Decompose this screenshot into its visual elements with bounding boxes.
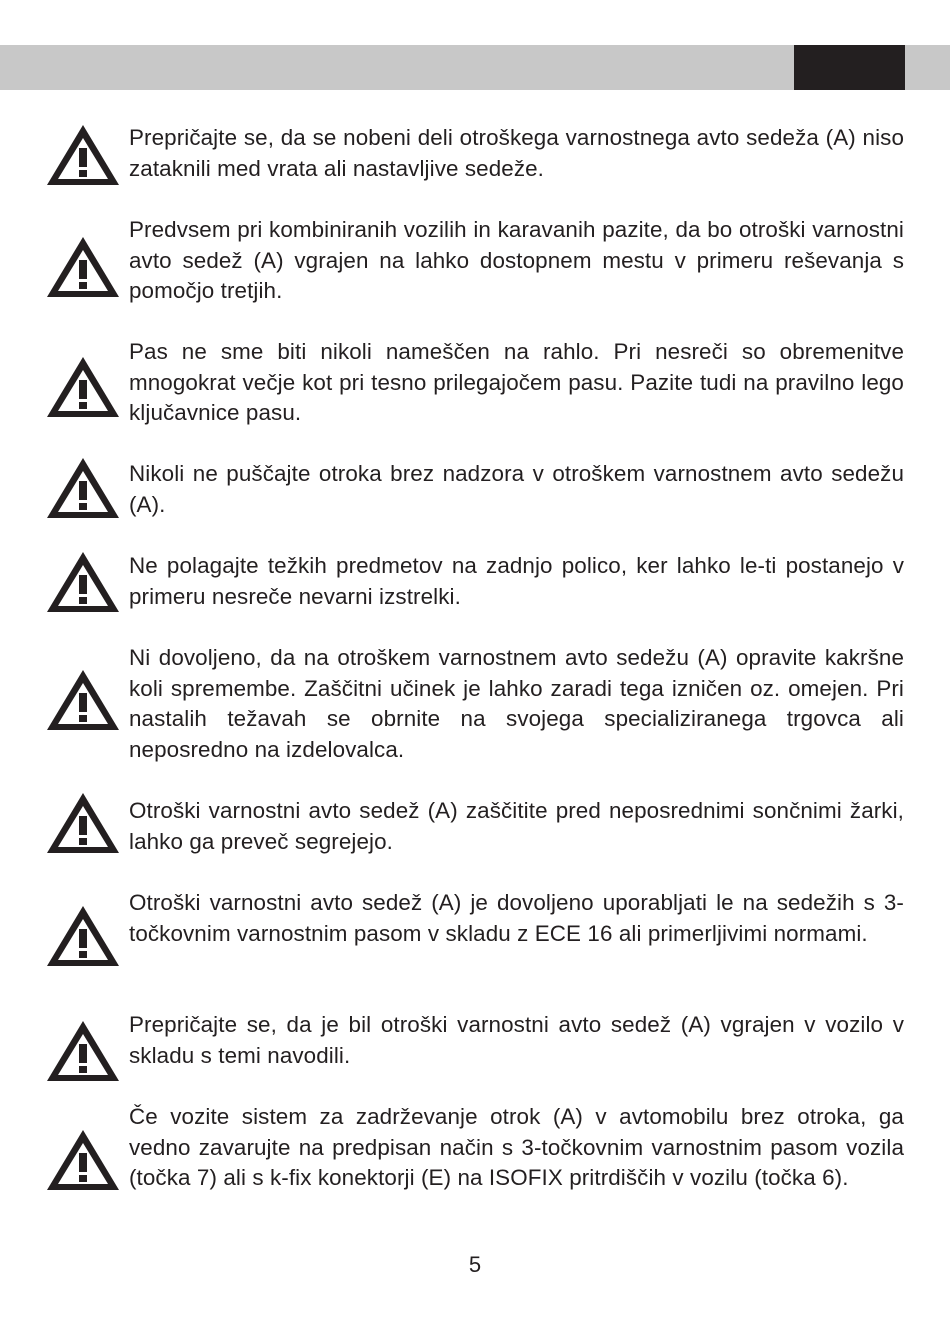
header-bar <box>0 45 950 90</box>
header-bar-block <box>794 45 905 90</box>
warning-text: Predvsem pri kombiniranih vozilih in karavanih pazite, da bo otroški varnostni avto sedež (A) vgrajen na lahko dostopnem mestu v primeru reševanja s pomočjo tretjih. <box>129 217 904 304</box>
warning-triangle-icon <box>45 123 121 187</box>
page-number: 5 <box>468 1252 482 1277</box>
warning-triangle-icon <box>45 1128 121 1192</box>
warning-triangle-icon <box>45 1019 121 1083</box>
warning-text: Prepričajte se, da je bil otroški varnostni avto sedež (A) vgrajen v vozilo v skladu s temi navodili. <box>129 1012 904 1068</box>
warning-triangle-icon <box>45 904 121 968</box>
warning-triangle-icon <box>45 668 121 732</box>
warning-text: Prepričajte se, da se nobeni deli otroškega varnostnega avto sedeža (A) niso zataknili med vrata ali nastavljive sedeže. <box>129 125 904 181</box>
warning-text: Ni dovoljeno, da na otroškem varnostnem avto sedežu (A) opravite kakršne koli spremembe. Zaščitni učinek je lahko zaradi tega izničen oz. omejen. Pri nastalih težavah se obrnite na svojega specializiranega trgovca ali neposredno na izdelovalca. <box>129 645 904 762</box>
warning-text: Ne polagajte težkih predmetov na zadnjo polico, ker lahko le-ti postanejo v primeru nesreče nevarni izstrelki. <box>129 553 904 609</box>
warning-text: Otroški varnostni avto sedež (A) zaščitite pred neposrednimi sončnimi žarki, lahko ga preveč segrejejo. <box>129 798 904 854</box>
warning-triangle-icon <box>45 550 121 614</box>
warning-triangle-icon <box>45 456 121 520</box>
warning-text: Če vozite sistem za zadrževanje otrok (A) v avtomobilu brez otroka, ga vedno zavarujte na predpisan način s 3-točkovnim varnostnim pasom vozila (točka 7) ali s k-fix konektorji (E) na ISOFIX pritrdiščih v vozilu (točka 6). <box>129 1104 904 1191</box>
warning-triangle-icon <box>45 791 121 855</box>
warning-text: Pas ne sme biti nikoli nameščen na rahlo. Pri nesreči so obremenitve mnogokrat večje kot pri tesno prilegajočem pasu. Pazite tudi na pravilno lego ključavnice pasu. <box>129 339 904 426</box>
warning-text: Otroški varnostni avto sedež (A) je dovoljeno uporabljati le na sedežih s 3-točkovnim varnostnim pasom v skladu z ECE 16 ali primerljivimi normami. <box>129 890 904 946</box>
warning-text: Nikoli ne puščajte otroka brez nadzora v otroškem varnostnem avto sedežu (A). <box>129 461 904 517</box>
warning-triangle-icon <box>45 355 121 419</box>
warning-triangle-icon <box>45 235 121 299</box>
